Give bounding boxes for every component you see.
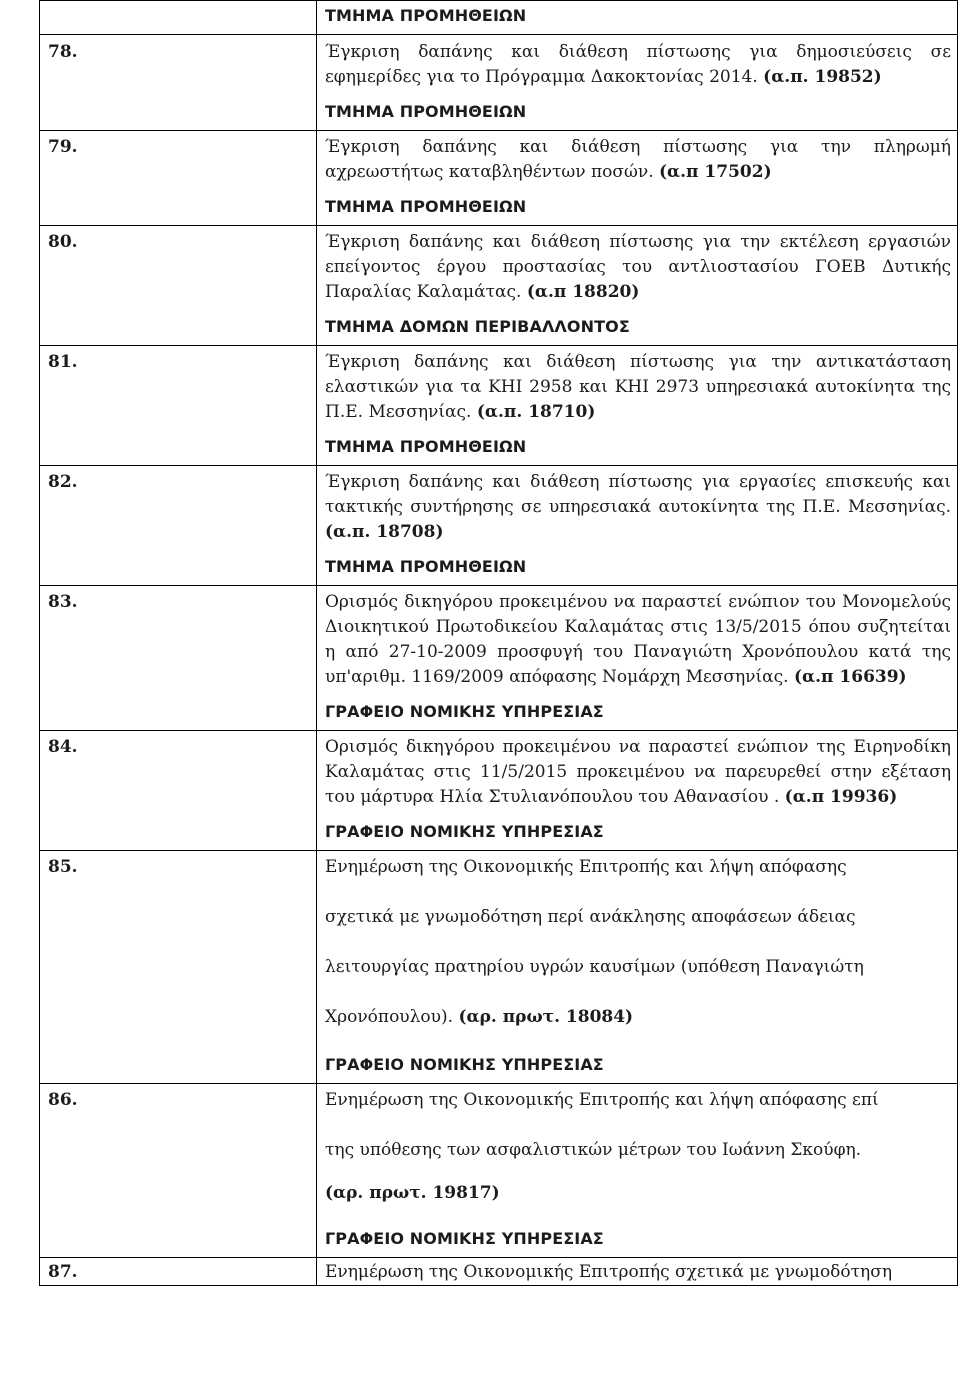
item-description-line: σχετικά με γνωμοδότηση περί ανάκλησης αποφάσεων άδειας — [325, 907, 856, 927]
agenda-table — [39, 0, 958, 1286]
item-number: 78. — [40, 35, 317, 131]
item-description: Έγκριση δαπάνης και διάθεση πίστωσης για δημοσιεύσεις σε εφημερίδες για το Πρόγραμμα Δακοκτονίας 2014. — [325, 42, 951, 87]
item-text-cell — [317, 346, 958, 466]
item-description: Ορισμός δικηγόρου προκειμένου να παραστεί ενώπιον της Ειρηνοδίκη Καλαμάτας στις 11/5/2015 προκειμένου να παρευρεθεί στην εξέταση του μάρτυρα Ηλία Στυλιανόπουλου του Αθανασίου . — [325, 737, 951, 807]
item-number: 79. — [40, 131, 317, 226]
item-description-line: Ενημέρωση της Οικονομικής Επιτροπής και λήψη απόφασης επί — [325, 1090, 879, 1110]
department-label: ΓΡΑΦΕΙΟ ΝΟΜΙΚΗΣ ΥΠΗΡΕΣΙΑΣ — [325, 1229, 604, 1248]
item-description: Ενημέρωση της Οικονομικής Επιτροπής σχετικά με γνωμοδότηση — [325, 1262, 893, 1282]
item-text-cell — [317, 1084, 958, 1258]
item-number-cell — [40, 1, 317, 35]
agenda-row — [40, 466, 958, 586]
agenda-row — [40, 131, 958, 226]
agenda-row — [40, 346, 958, 466]
item-reference: (α.π 16639) — [794, 667, 907, 687]
item-description: Έγκριση δαπάνης και διάθεση πίστωσης για εργασίες επισκευής και τακτικής συντήρησης σε υπηρεσιακά αυτοκίνητα της Π.Ε. Μεσσηνίας. — [325, 472, 951, 517]
item-number: 84. — [40, 731, 317, 851]
agenda-row — [40, 586, 958, 731]
item-reference: (α.π 19936) — [784, 787, 898, 807]
department-label: ΓΡΑΦΕΙΟ ΝΟΜΙΚΗΣ ΥΠΗΡΕΣΙΑΣ — [325, 1055, 604, 1074]
item-description-line: Ενημέρωση της Οικονομικής Επιτροπής και λήψη απόφασης — [325, 857, 847, 877]
agenda-row-continued — [40, 1, 958, 35]
item-text-cell — [317, 226, 958, 346]
department-label: ΤΜΗΜΑ ΠΡΟΜΗΘΕΙΩΝ — [325, 197, 527, 216]
item-reference: (α.π. 18710) — [476, 402, 596, 422]
item-number: 85. — [40, 851, 317, 1084]
item-description: Έγκριση δαπάνης και διάθεση πίστωσης για την εκτέλεση εργασιών επείγοντος έργου προστασίας του αντλιοστασίου ΓΟΕΒ Δυτικής Παραλίας Καλαμάτας. — [325, 232, 951, 302]
item-reference: (α.π 18820) — [526, 282, 640, 302]
item-description: Έγκριση δαπάνης και διάθεση πίστωσης για την αντικατάσταση ελαστικών για τα ΚΗΙ 2958 και ΚΗΙ 2973 υπηρεσιακά αυτοκίνητα της Π.Ε. Μεσσηνίας. — [325, 352, 951, 422]
item-description-line: Χρονόπουλου). — [325, 1007, 454, 1027]
agenda-row — [40, 35, 958, 131]
item-number: 81. — [40, 346, 317, 466]
item-number: 80. — [40, 226, 317, 346]
item-description-line: λειτουργίας πρατηρίου υγρών καυσίμων (υπόθεση Παναγιώτη — [325, 957, 864, 977]
department-label: ΤΜΗΜΑ ΠΡΟΜΗΘΕΙΩΝ — [325, 557, 527, 576]
item-text-cell — [317, 731, 958, 851]
item-text-cell — [317, 1258, 958, 1286]
department-label: ΤΜΗΜΑ ΠΡΟΜΗΘΕΙΩΝ — [325, 6, 527, 25]
agenda-row — [40, 1084, 958, 1258]
item-number: 83. — [40, 586, 317, 731]
department-label: ΓΡΑΦΕΙΟ ΝΟΜΙΚΗΣ ΥΠΗΡΕΣΙΑΣ — [325, 822, 604, 841]
item-number: 86. — [40, 1084, 317, 1258]
agenda-sheet — [39, 0, 958, 1389]
item-reference: (αρ. πρωτ. 19817) — [325, 1183, 500, 1203]
department-label: ΤΜΗΜΑ ΔΟΜΩΝ ΠΕΡΙΒΑΛΛΟΝΤΟΣ — [325, 317, 630, 336]
item-description: Ορισμός δικηγόρου προκειμένου να παραστεί ενώπιον του Μονομελούς Διοικητικού Πρωτοδικείου Καλαμάτας στις 13/5/2015 όπου συζητείται η από 27-10-2009 προσφυγή του Παναγιώτη Χρονόπουλου κατά της υπ'αριθμ. 1169/2009 απόφασης Νομάρχη Μεσσηνίας. — [325, 592, 951, 687]
item-reference: (αρ. πρωτ. 18084) — [458, 1007, 634, 1027]
agenda-row — [40, 731, 958, 851]
agenda-row — [40, 1258, 958, 1286]
agenda-row — [40, 851, 958, 1084]
item-text-cell — [317, 1, 958, 35]
item-text-cell — [317, 586, 958, 731]
item-text-cell — [317, 466, 958, 586]
item-number: 82. — [40, 466, 317, 586]
item-reference: (α.π. 19852) — [763, 67, 882, 87]
item-reference: (α.π. 18708) — [325, 522, 444, 542]
item-text-cell — [317, 851, 958, 1084]
department-label: ΤΜΗΜΑ ΠΡΟΜΗΘΕΙΩΝ — [325, 102, 527, 121]
item-description: Έγκριση δαπάνης και διάθεση πίστωσης για την πληρωμή αχρεωστήτως καταβληθέντων ποσών. — [325, 137, 951, 182]
department-label: ΤΜΗΜΑ ΠΡΟΜΗΘΕΙΩΝ — [325, 437, 527, 456]
agenda-row — [40, 226, 958, 346]
item-text-cell — [317, 131, 958, 226]
item-reference: (α.π 17502) — [659, 162, 772, 182]
item-text-cell — [317, 35, 958, 131]
department-label: ΓΡΑΦΕΙΟ ΝΟΜΙΚΗΣ ΥΠΗΡΕΣΙΑΣ — [325, 702, 604, 721]
item-description-line: της υπόθεσης των ασφαλιστικών μέτρων του Ιωάννη Σκούφη. — [325, 1140, 862, 1160]
item-number: 87. — [40, 1258, 317, 1286]
